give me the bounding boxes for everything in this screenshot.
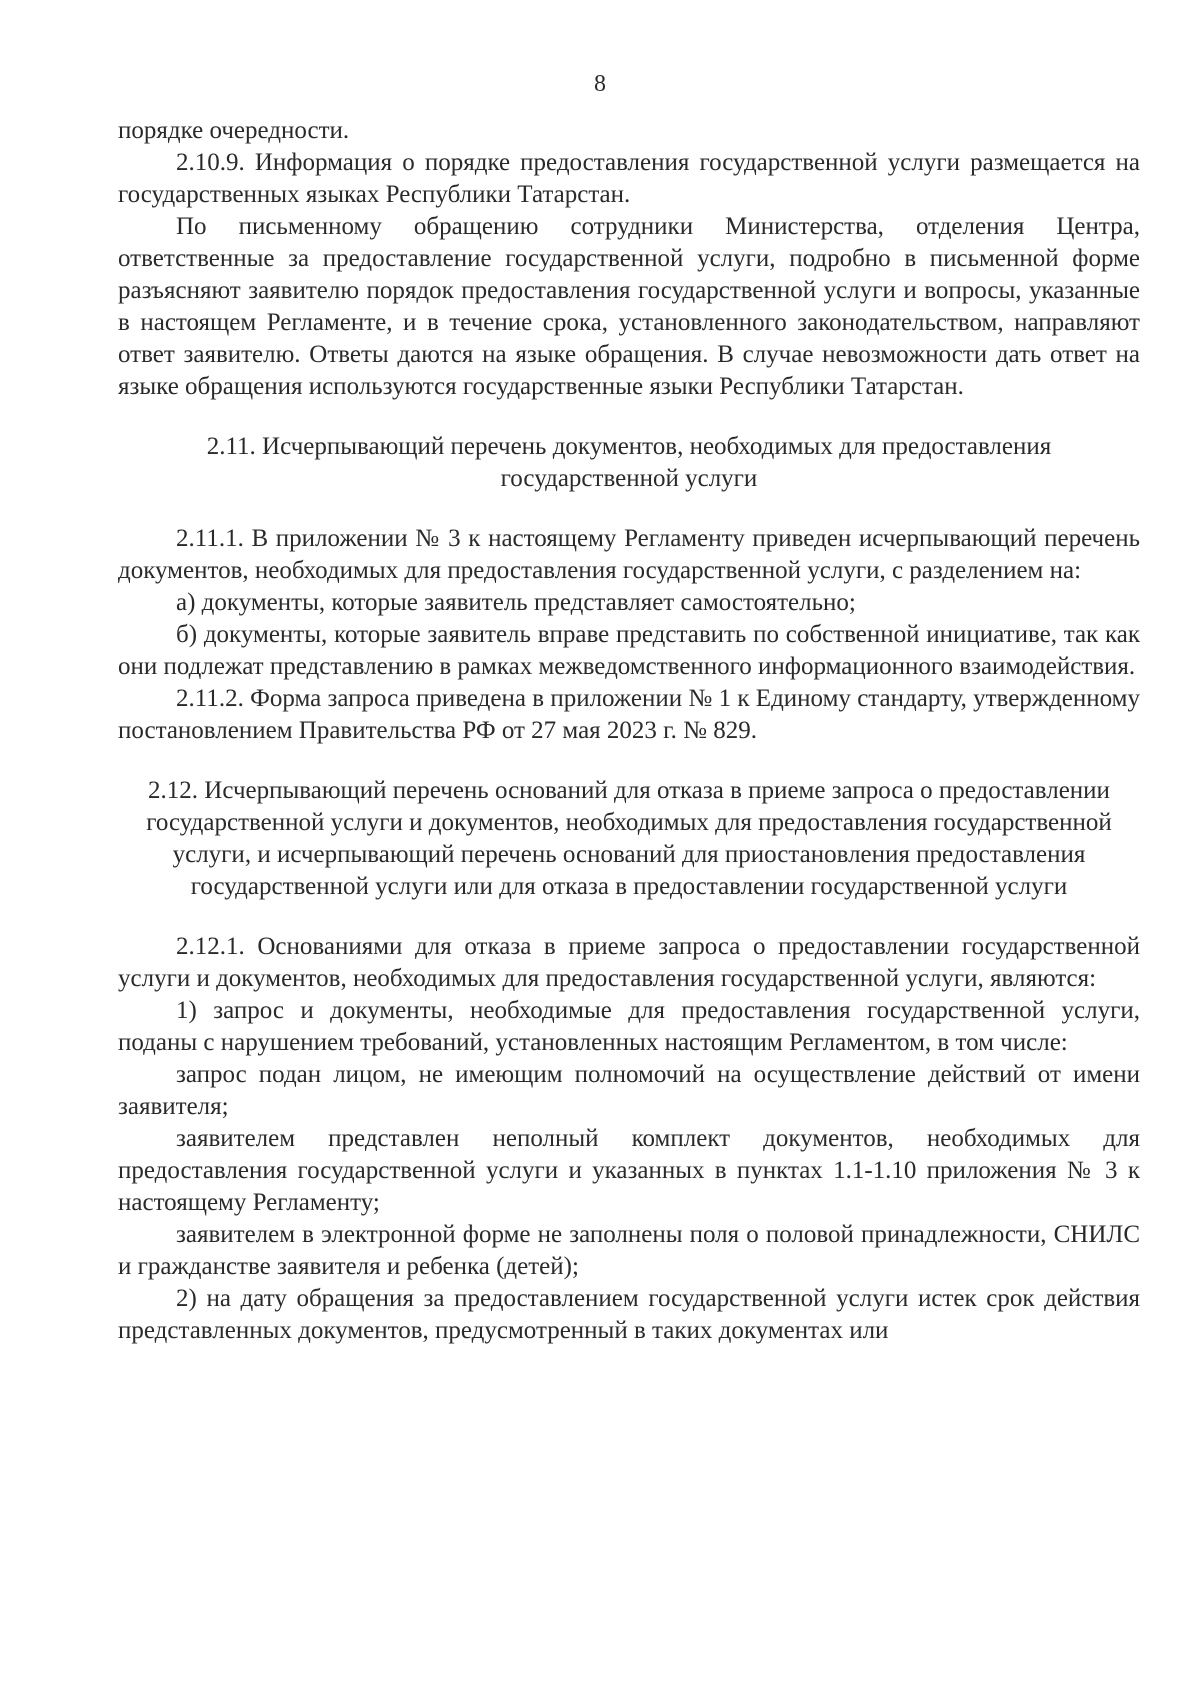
- paragraph-2-12-1: 2.12.1. Основаниями для отказа в приеме запроса о предоставлении государственной услуги и документов, необходимых для предоставления государственной услуги, являются:: [118, 933, 1140, 992]
- paragraph-incomplete-set: заявителем представлен неполный комплект документов, необходимых для предоставления государственной услуги и указанных в пунктах 1.1-1.10 приложения № 3 к настоящему Регламенту;: [118, 1125, 1140, 1216]
- paragraph-2-10-9: 2.10.9. Информация о порядке предоставления государственной услуги размещается на государственных языках Республики Татарстан.: [118, 149, 1140, 208]
- paragraph-2-11-1: 2.11.1. В приложении № 3 к настоящему Регламенту приведен исчерпывающий перечень документов, необходимых для предоставления государственной услуги, с разделением на:: [118, 525, 1140, 584]
- paragraph-written-request: По письменному обращению сотрудники Министерства, отделения Центра, ответственные за предоставление государственной услуги, подробно в письменной форме разъясняют заявителю порядок предоставления государственной услуги и вопросы, указанные в настоящем Регламенте, и в течение срока, установленного законодательством, направляют ответ заявителю. Ответы даются на языке обращения. В случае невозможности дать ответ на языке обращения используются государственные языки Республики Татарстан.: [118, 213, 1140, 400]
- section-heading-2-11: 2.11. Исчерпывающий перечень документов, необходимых для предоставления государственной услуги: [206, 433, 1052, 492]
- paragraph-no-authority: запрос подан лицом, не имеющим полномочий на осуществление действий от имени заявителя;: [118, 1061, 1140, 1120]
- page-number: 8: [594, 71, 606, 97]
- paragraph-item-a: а) документы, которые заявитель представляет самостоятельно;: [176, 589, 856, 616]
- document-body: [118, 115, 1140, 1347]
- paragraph-2-11-2: 2.11.2. Форма запроса приведена в приложении № 1 к Единому стандарту, утвержденному постановлением Правительства РФ от 27 мая 2023 г. № 829.: [118, 685, 1140, 744]
- paragraph-electronic-form: заявителем в электронной форме не заполнены поля о половой принадлежности, СНИЛС и гражданстве заявителя и ребенка (детей);: [118, 1221, 1140, 1280]
- paragraph-continuation: порядке очередности.: [118, 117, 350, 144]
- paragraph-item-b: б) документы, которые заявитель вправе представить по собственной инициативе, так как они подлежат представлению в рамках межведомственного информационного взаимодействия.: [118, 621, 1140, 680]
- section-heading-2-12: 2.12. Исчерпывающий перечень оснований для отказа в приеме запроса о предоставлении государственной услуги и документов, необходимых для предоставления государственной услуги, и исчерпывающий перечень оснований для приостановления предоставления государственной услуги или для отказа в предоставлении государственной услуги: [146, 777, 1112, 900]
- paragraph-item-2: 2) на дату обращения за предоставлением государственной услуги истек срок действия представленных документов, предусмотренный в таких документах или: [118, 1285, 1140, 1344]
- paragraph-item-1: 1) запрос и документы, необходимые для предоставления государственной услуги, поданы с нарушением требований, установленных настоящим Регламентом, в том числе:: [118, 997, 1140, 1056]
